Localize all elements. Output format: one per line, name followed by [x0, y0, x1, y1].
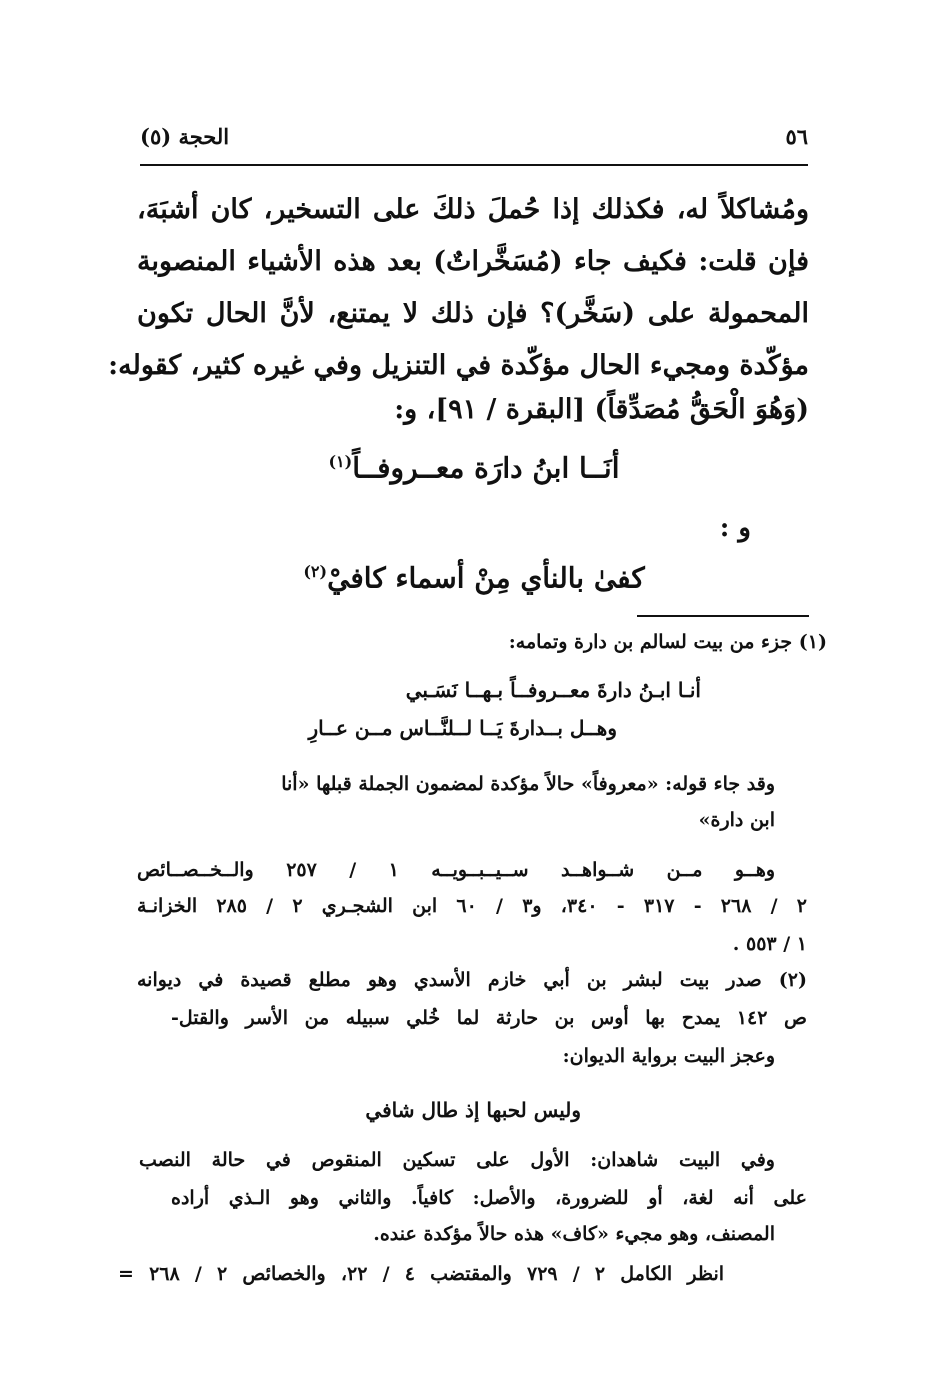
footnote-line: (١) جزء من بيت لسالم بن دارة وتمامه: — [508, 631, 827, 653]
footnote-line: ابن دارة» — [698, 809, 775, 831]
main-text-line: (وَهُوَ الْحَقُّ مُصَدِّقاً) [البقرة / ٩١]، و: — [394, 394, 809, 425]
conjunction-line: و : — [719, 513, 751, 543]
footnote-rule — [637, 615, 809, 617]
main-text-line: فإن قلت: فكيف جاء (مُسَخَّراتٌ) بعد هذه الأشياء المنصوبة — [137, 246, 809, 277]
footnote-verse: وهــل بــدارةَ يَــا لــلنَّــاس مــن عــارِ — [308, 716, 617, 740]
footnote-line: (٢) صدر بيت لبشر بن أبي خازم الأسدي وهو مطلع قصيدة في ديوانه — [137, 969, 807, 991]
footnote-marker: (٢) — [303, 562, 328, 581]
footnote-line: ١ / ٥٥٣ . — [732, 933, 807, 955]
verse-line-1 — [140, 436, 808, 488]
footnote-verse: وليس لحبها إذ طال شافي — [365, 1098, 581, 1122]
footnote-marker: (١) — [328, 452, 353, 471]
footnote-line: وقد جاء قوله: «معروفاً» حالاً مؤكدة لمضمون الجملة قبلها «أنا — [281, 773, 775, 795]
running-title: الحجة (٥) — [140, 124, 230, 149]
footnote-line: ٢ / ٢٦٨ - ٣١٧ - ٣٤٠، و٣ / ٦٠ ابن الشجـري ٢ / ٢٨٥ الخزانـة — [137, 895, 807, 917]
verse-line-2 — [140, 546, 808, 598]
verse-text: أنَــا ابنُ دارَة معــروفــاً — [352, 451, 620, 485]
footnote-line: ص ١٤٢ يمدح بها أوس بن حارثة لما خُلي سبيله من الأسر والقتل- — [171, 1007, 807, 1029]
footnote-line: على أنه لغة، أو للضرورة، والأصل: كافياً. والثاني وهو الـذي أراده — [171, 1187, 807, 1209]
footnote-line: وعجز البيت برواية الديوان: — [562, 1045, 775, 1067]
verse-text: كفىٰ بالنأي مِنْ أسماء كافيْ — [327, 561, 645, 595]
header-rule — [140, 164, 808, 166]
footnote-line: وهــو مــن شــواهــد ســيــبــويــه ١ / ٢٥٧ والــخــصــائص — [137, 859, 776, 881]
footnote-verse: أنـا ابـنُ دارةَ معــروفــاً بـهــا نَسَـبي — [405, 678, 701, 702]
page-header — [140, 124, 808, 158]
footnote-line: انظر الكامل ٢ / ٧٢٩ والمقتضب ٤ / ٢٢، والخصائص ٢ / ٢٦٨ = — [118, 1263, 725, 1285]
main-text-line: المحمولة على (سَخَّر)؟ فإن ذلك لا يمتنع، لأنَّ الحال تكون — [137, 298, 809, 329]
page-number: ٥٦ — [785, 124, 808, 149]
main-text-line: مؤكّدة ومجيء الحال مؤكّدة في التنزيل وفي غيره كثير، كقوله: — [108, 350, 809, 381]
footnote-line: وفي البيت شاهدان: الأول على تسكين المنقوص في حالة النصب — [139, 1149, 775, 1171]
main-text-line: ومُشاكلاً له، فكذلك إذا حُملَ ذلكَ على التسخير، كان أشبَهَ، — [137, 194, 809, 225]
footnote-line: المصنف، وهو مجيء «كاف» هذه حالاً مؤكدة عنده. — [373, 1223, 775, 1245]
